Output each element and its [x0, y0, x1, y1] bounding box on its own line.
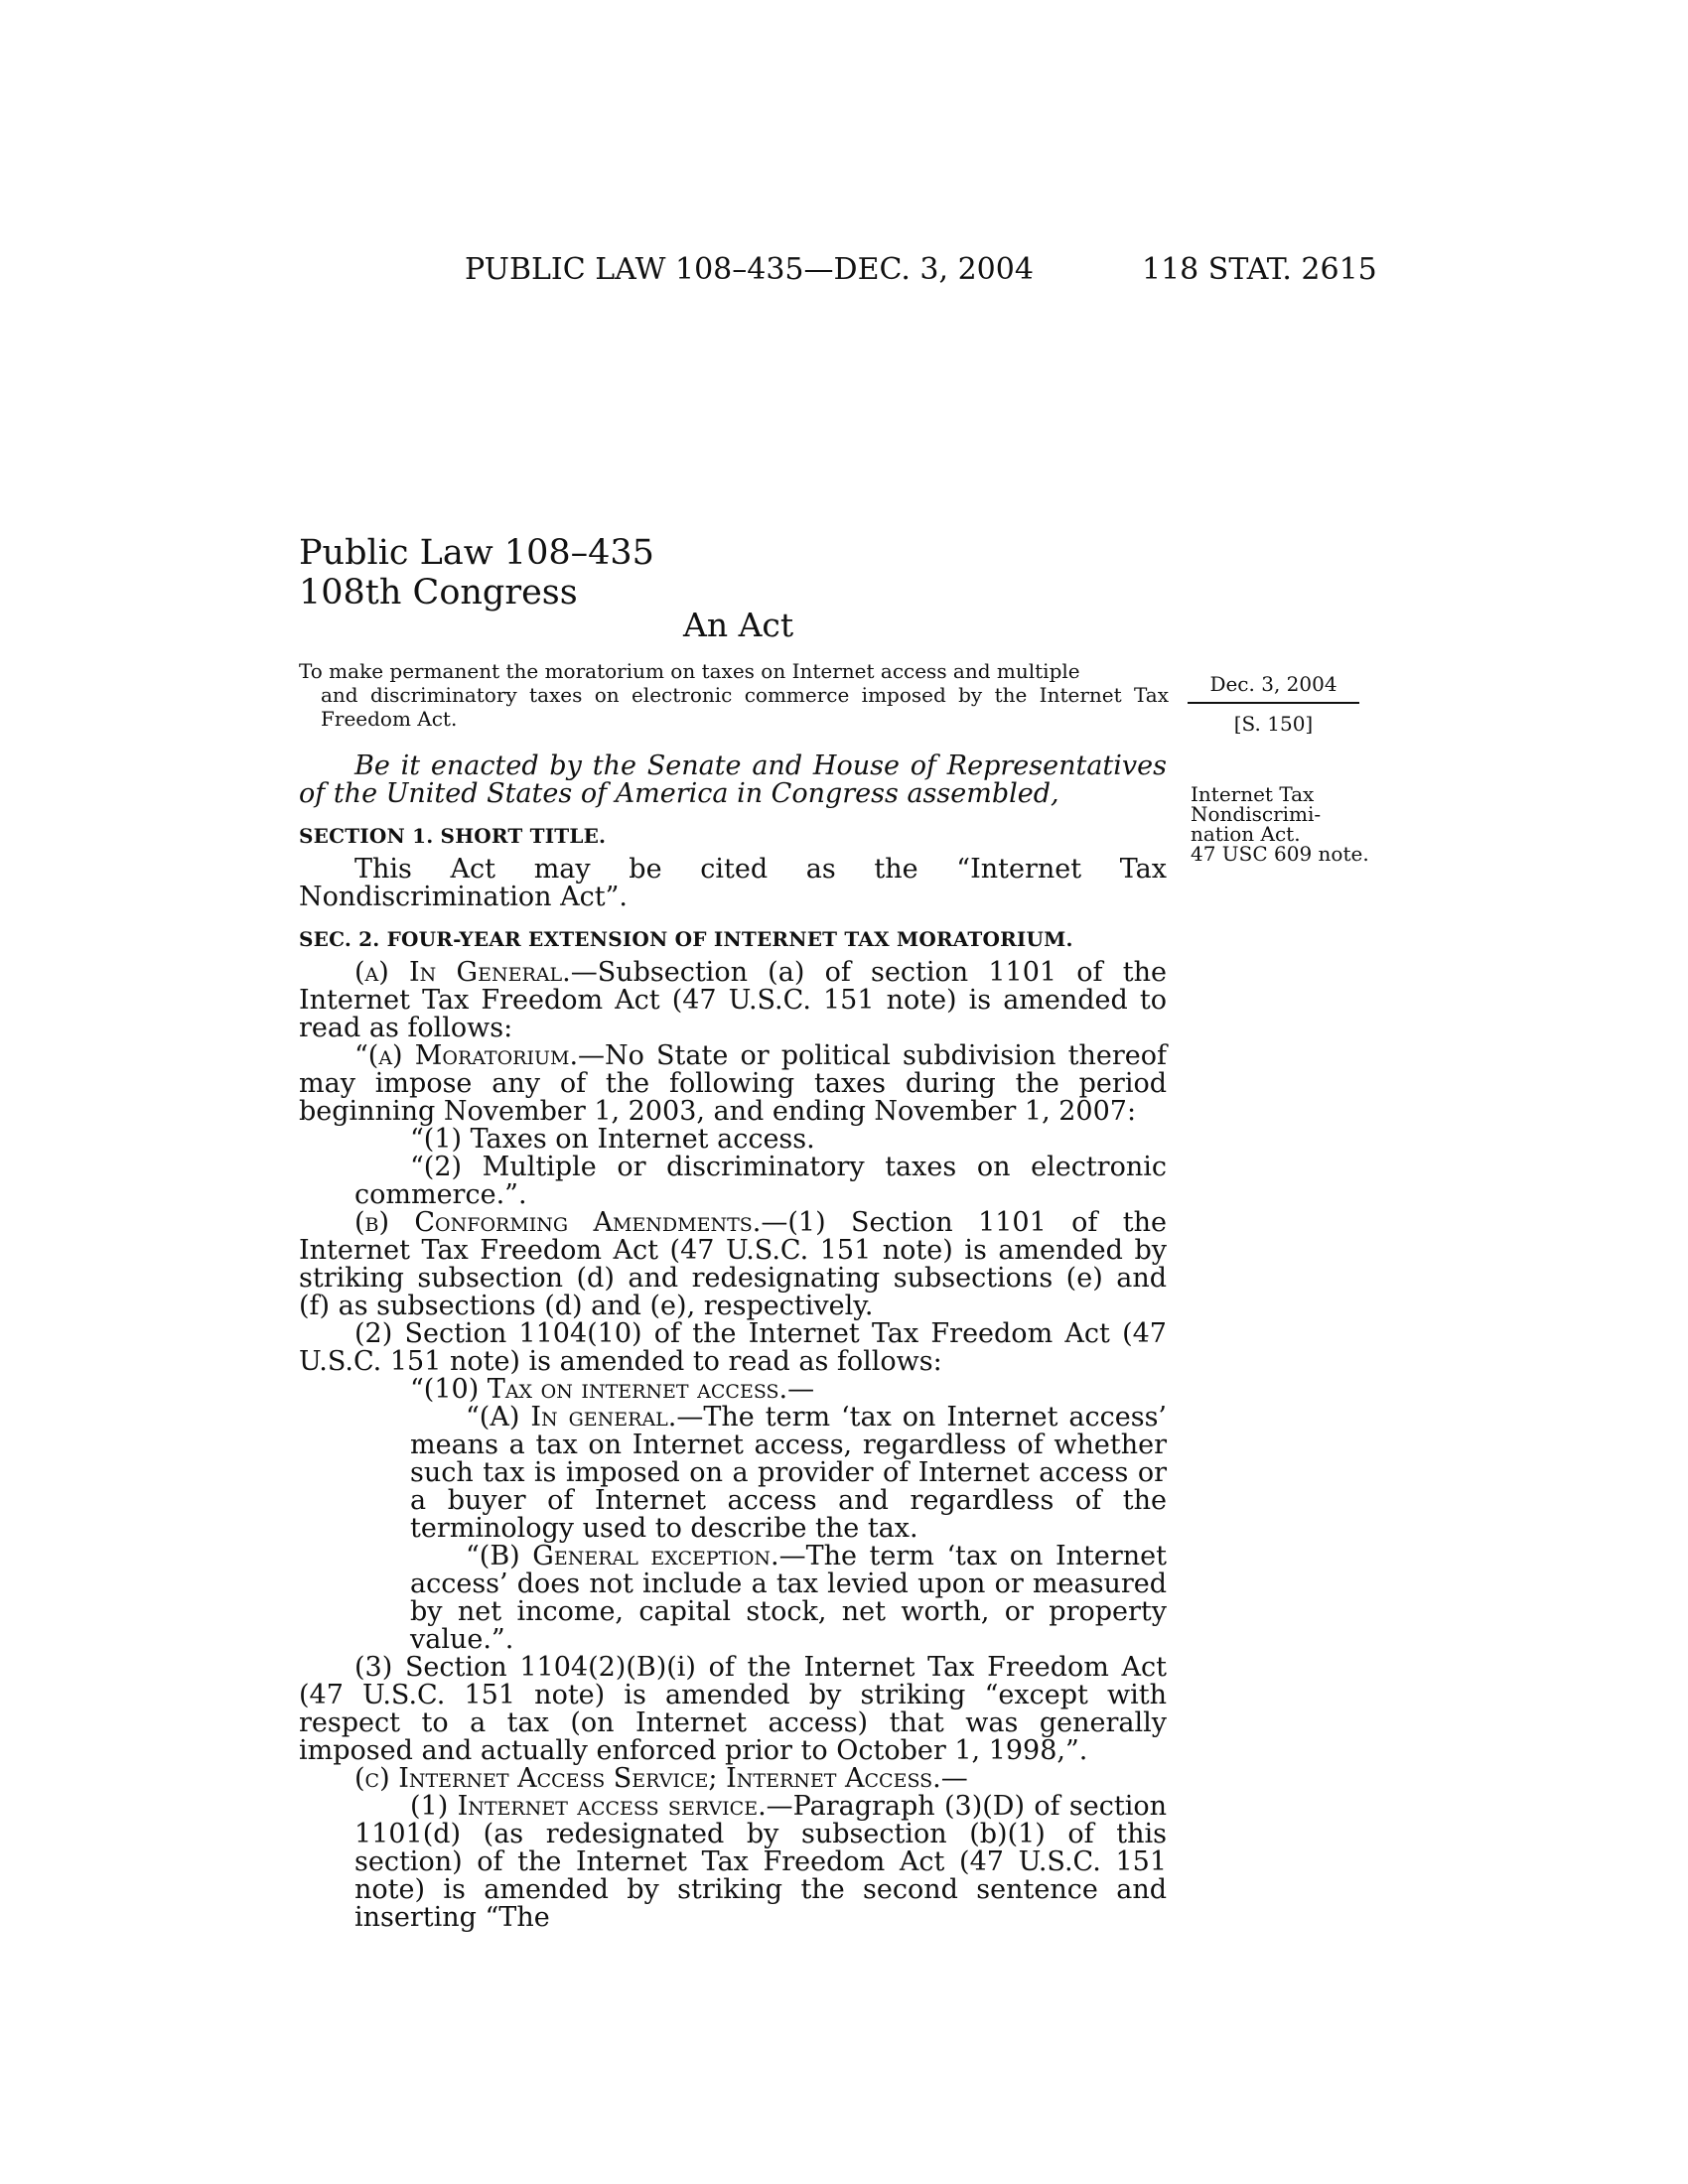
section-1-heading: SECTION 1. SHORT TITLE.: [299, 824, 607, 848]
public-law-number: Public Law 108–435: [299, 533, 654, 573]
sidenote-date: Dec. 3, 2004: [1188, 672, 1359, 704]
running-header-law-date: PUBLIC LAW 108–435—DEC. 3, 2004: [465, 252, 1034, 287]
subparagraph-b: [299, 1543, 1167, 1654]
enacting-clause: Be it enacted by the Senate and House of Representatives of the United States of America in Congress assembled,: [299, 751, 1167, 809]
moratorium-item-2: “(2) Multiple or discriminatory taxes on electronic commerce.”.: [354, 1152, 1167, 1210]
subsection-b-text: —(1) Section 1101 of the Internet Tax Freedom Act (47 U.S.C. 151 note) is amended by striking subsection (d) and redesignating subsections (e) and (f) as subsections (d) and (e), respectively.: [299, 1207, 1167, 1321]
moratorium-item-1: “(1) Taxes on Internet access.: [410, 1124, 815, 1155]
subsection-b: [299, 1209, 1167, 1320]
moratorium-text: —No State or political subdivision thereof may impose any of the following taxes during the period beginning November 1, 2003, and ending November 1, 2007:: [299, 1040, 1167, 1127]
moratorium-paragraph: [299, 1042, 1167, 1126]
subsection-a-text: —Subsection (a) of section 1101 of the Internet Tax Freedom Act (47 U.S.C. 151 note) is amended to read as follows:: [299, 957, 1167, 1043]
an-act-heading: An Act: [683, 606, 794, 644]
paragraph-10-heading: “(10) Tax on internet access.—: [410, 1374, 815, 1405]
subsection-a: [299, 959, 1167, 1042]
subsection-b-label: (b) Conforming Amendments.: [354, 1207, 762, 1238]
sidenote-short-title: [1191, 784, 1389, 864]
subsection-b-paragraph-3: (3) Section 1104(2)(B)(i) of the Internet Tax Freedom Act (47 U.S.C. 151 note) is amended by striking “except with respect to a tax (on Internet access) that was generally imposed and actually enforced prior to October 1, 1998,”.: [299, 1652, 1167, 1766]
subparagraph-a-label: “(A) In general.: [466, 1402, 677, 1433]
sidenote-line: 47 USC 609 note.: [1191, 842, 1369, 866]
subparagraph-a-text: —The term ‘tax on Internet access’ means a tax on Internet access, regardless of whether such tax is imposed on a provider of Internet access or a buyer of Internet access and regardless of the terminology used to describe the tax.: [410, 1402, 1168, 1544]
document-body: [299, 752, 1167, 1932]
subparagraph-b-text: —The term ‘tax on Internet access’ does not include a tax levied upon or measured by net income, capital stock, net worth, or property value.”.: [410, 1541, 1167, 1655]
purpose-clause: [299, 659, 1169, 731]
title-block: [299, 533, 654, 613]
moratorium-label: “(a) Moratorium.: [354, 1040, 579, 1071]
section-2-heading: SEC. 2. FOUR-YEAR EXTENSION OF INTERNET TAX MORATORIUM.: [299, 927, 1073, 951]
sidenote-line: Nondiscrimi-: [1191, 802, 1322, 826]
subsection-a-label: (a) In General.: [354, 957, 571, 988]
section-1-text: This Act may be cited as the “Internet Tax Nondiscrimination Act”.: [299, 854, 1167, 912]
purpose-line-1: To make permanent the moratorium on taxes on Internet access and multiple: [299, 659, 1080, 683]
subsection-c-paragraph-1: [299, 1793, 1167, 1932]
sidenote-line: nation Act.: [1191, 822, 1301, 846]
sidenote-bill-number: [S. 150]: [1233, 712, 1314, 736]
subparagraph-b-label: “(B) General exception.: [466, 1541, 779, 1571]
sidenote-line: Internet Tax: [1191, 782, 1315, 806]
congress-number: 108th Congress: [299, 573, 578, 613]
subparagraph-a: [299, 1404, 1167, 1543]
purpose-line-2: and discriminatory taxes on electronic commerce imposed by the Internet Tax Freedom Act.: [321, 683, 1169, 731]
subsection-b-paragraph-2: (2) Section 1104(10) of the Internet Tax Freedom Act (47 U.S.C. 151 note) is amended to read as follows:: [299, 1318, 1167, 1377]
running-header-stat: 118 STAT. 2615: [1142, 252, 1377, 287]
subsection-c-heading: (c) Internet Access Service; Internet Access.—: [354, 1763, 968, 1794]
subsection-c-paragraph-1-text: —Paragraph (3)(D) of section 1101(d) (as redesignated by subsection (b)(1) of this section) of the Internet Tax Freedom Act (47 U.S.C. 151 note) is amended by striking the second sentence and inserting “The: [354, 1791, 1167, 1933]
subsection-c-paragraph-1-label: (1) Internet access service.: [410, 1791, 767, 1822]
